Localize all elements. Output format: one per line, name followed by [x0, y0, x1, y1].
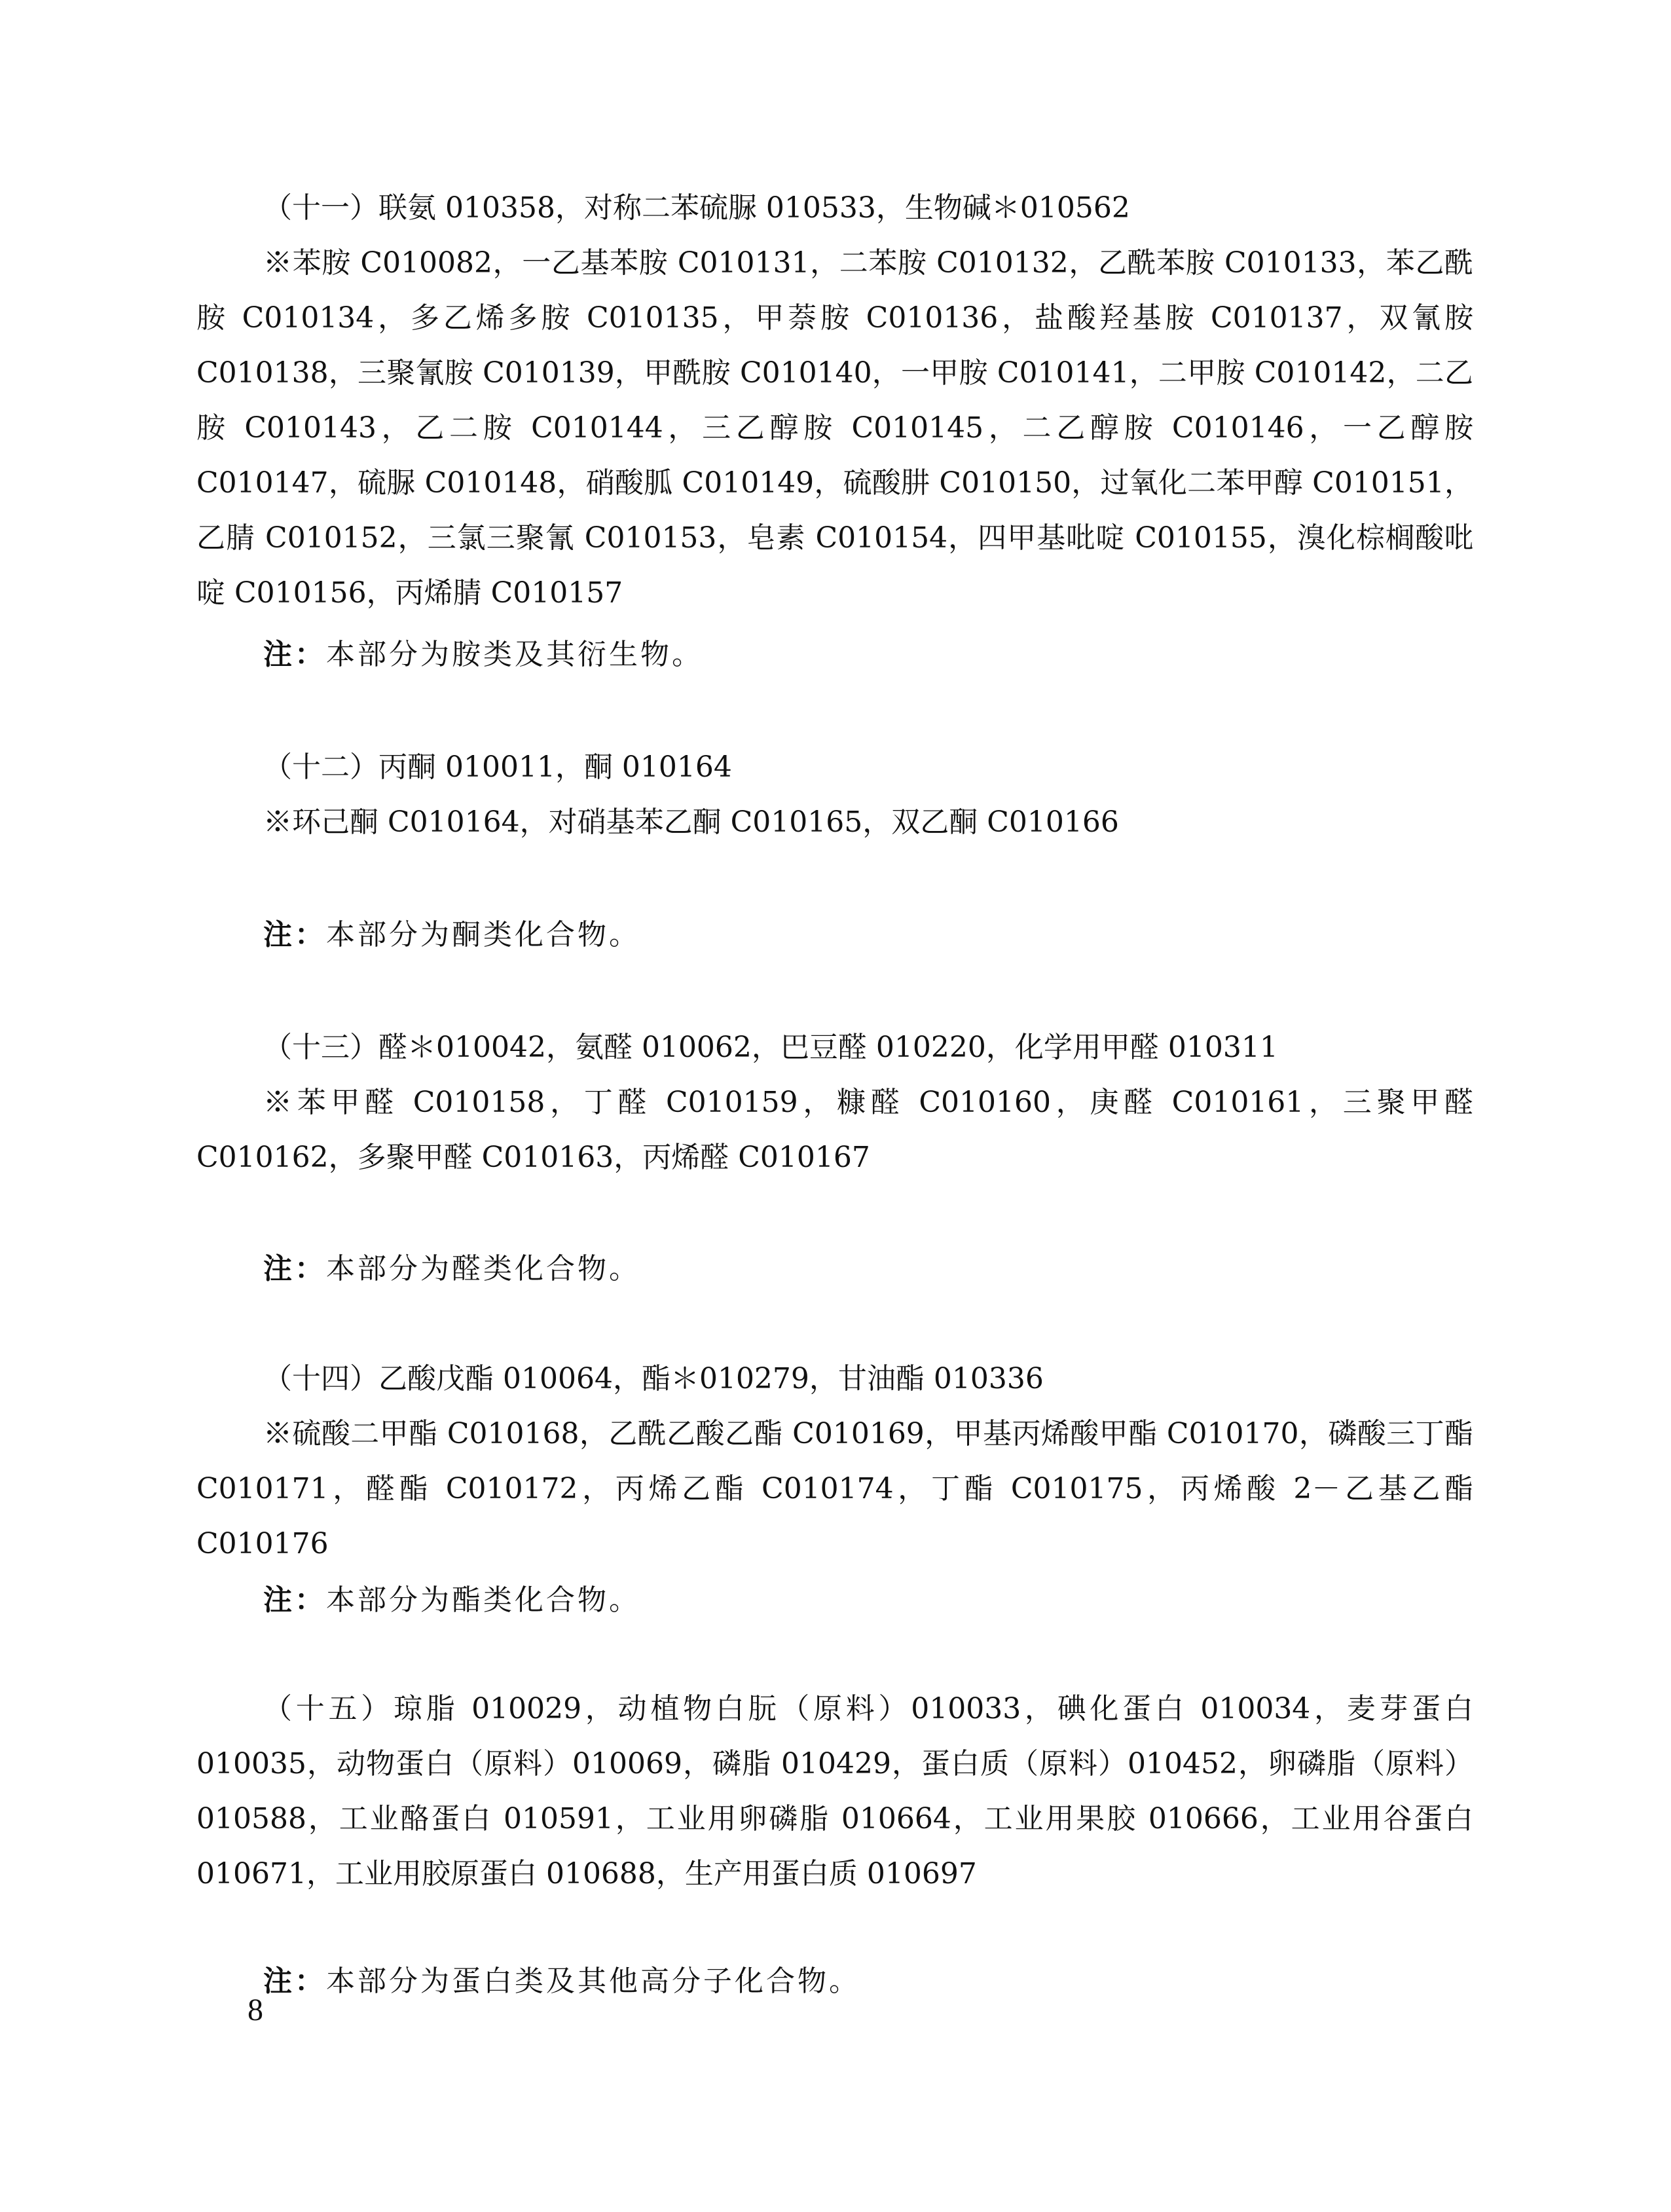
note-text: 本部分为酯类化合物。	[326, 1583, 640, 1617]
section-ketones	[196, 740, 1473, 850]
section-amines	[196, 181, 1473, 621]
section-note	[263, 1249, 640, 1289]
section-body: ※硫酸二甲酯 C010168，乙酰乙酸乙酯 C010169，甲基丙烯酸甲酯 C010170，磷酸三丁酯 C010171，醛酯 C010172，丙烯乙酯 C010174，丁酯 C010175，丙烯酸 2－乙基乙酯 C010176	[196, 1417, 1473, 1560]
note-text: 本部分为醛类化合物。	[326, 1252, 640, 1285]
section-note	[263, 1581, 640, 1620]
section-heading: （十四）乙酸戊酯 010064，酯＊010279，甘油酯 010336	[263, 1362, 1044, 1395]
section-heading: （十三）醛＊010042，氨醛 010062，巴豆醛 010220，化学用甲醛 010311	[263, 1031, 1278, 1064]
note-text: 本部分为胺类及其衍生物。	[326, 638, 703, 671]
note-label: 注：	[263, 1252, 326, 1285]
section-body: ※苯胺 C010082，一乙基苯胺 C010131，二苯胺 C010132，乙酰苯胺 C010133，苯乙酰胺 C010134，多乙烯多胺 C010135，甲萘胺 C010136，盐酸羟基胺 C010137，双氰胺 C010138，三聚氰胺 C010139，甲酰胺 C010140，一甲胺 C010141，二甲胺 C010142，二乙胺 C010143，乙二胺 C010144，三乙醇胺 C010145，二乙醇胺 C010146，一乙醇胺 C010147，硫脲 C010148，硝酸胍 C010149，硫酸肼 C010150，过氧化二苯甲醇 C010151，乙腈 C010152，三氯三聚氰 C010153，皂素 C010154，四甲基吡啶 C010155，溴化棕榈酸吡啶 C010156，丙烯腈 C010157	[196, 246, 1473, 610]
section-body: ※环己酮 C010164，对硝基苯乙酮 C010165，双乙酮 C010166	[263, 805, 1119, 839]
section-note	[263, 915, 640, 955]
note-label: 注：	[263, 638, 326, 671]
section-aldehydes	[196, 1020, 1473, 1185]
page-number: 8	[248, 1993, 263, 2027]
note-text: 本部分为蛋白类及其他高分子化合物。	[326, 1964, 860, 1998]
section-esters	[196, 1352, 1473, 1572]
section-note	[263, 635, 703, 674]
section-proteins	[196, 1682, 1473, 1902]
note-label: 注：	[263, 1964, 326, 1998]
note-text: 本部分为酮类化合物。	[326, 918, 640, 951]
section-heading: （十一）联氨 010358，对称二苯硫脲 010533，生物碱＊010562	[263, 191, 1130, 225]
section-note	[263, 1962, 860, 2001]
section-heading: （十二）丙酮 010011，酮 010164	[263, 750, 732, 784]
section-body: ※苯甲醛 C010158，丁醛 C010159，糠醛 C010160，庚醛 C010161，三聚甲醛 C010162，多聚甲醛 C010163，丙烯醛 C010167	[196, 1086, 1473, 1174]
note-label: 注：	[263, 918, 326, 951]
section-body: （十五）琼脂 010029，动植物白朊（原料）010033，碘化蛋白 010034，麦芽蛋白 010035，动物蛋白（原料）010069，磷脂 010429，蛋白质（原料）010452，卵磷脂（原料）010588，工业酪蛋白 010591，工业用卵磷脂 010664，工业用果胶 010666，工业用谷蛋白 010671，工业用胶原蛋白 010688，生产用蛋白质 010697	[196, 1692, 1473, 1890]
note-label: 注：	[263, 1583, 326, 1617]
